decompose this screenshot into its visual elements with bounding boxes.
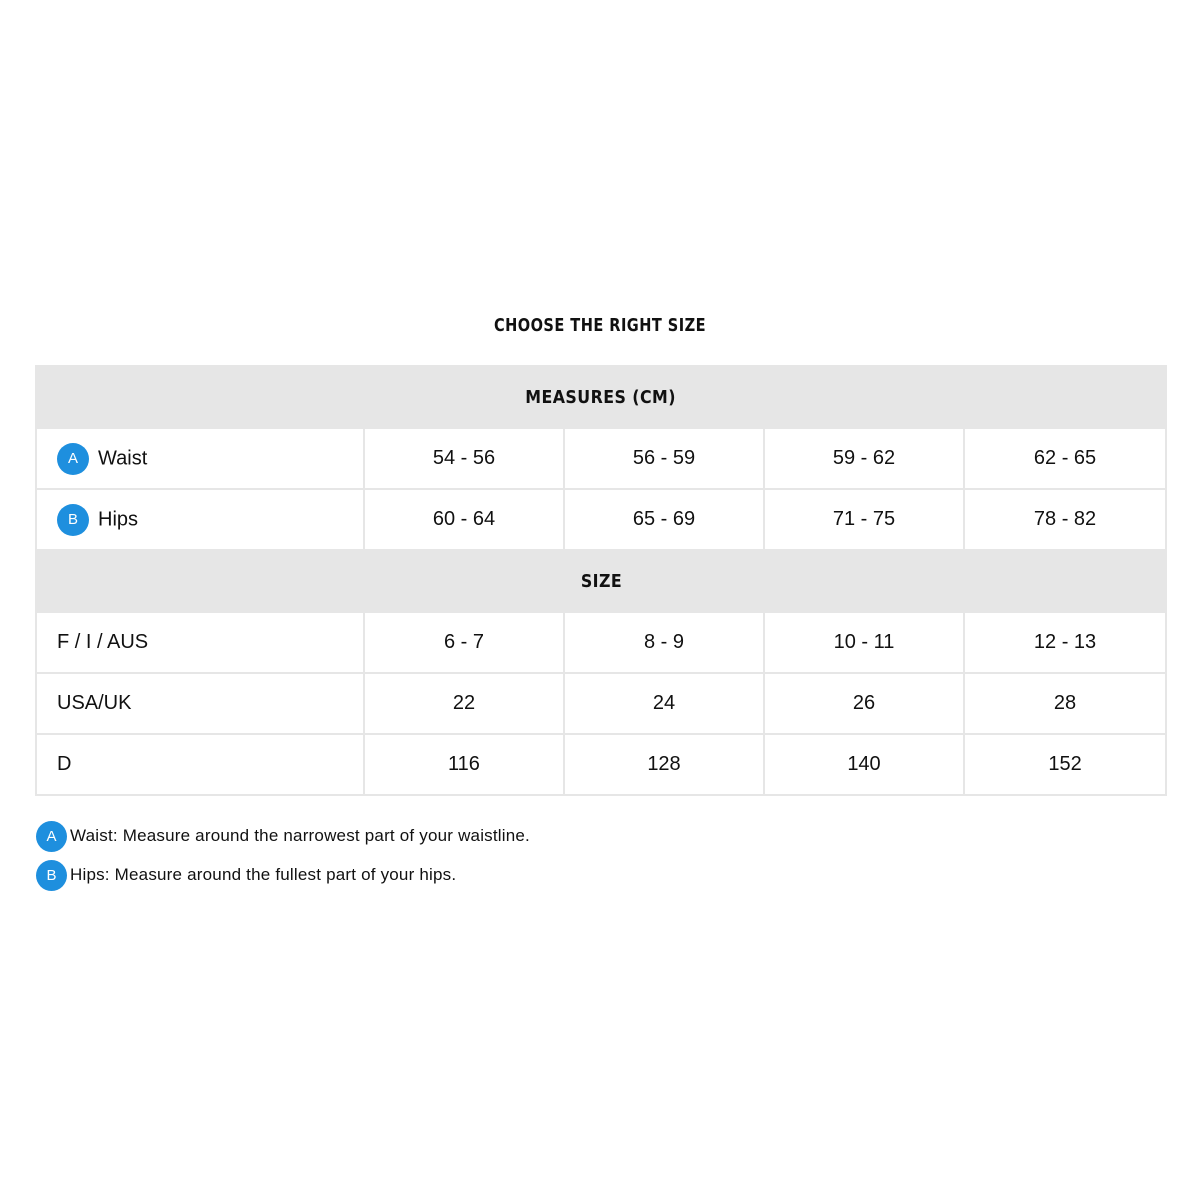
table-cell: 28 [964, 673, 1166, 734]
badge-b-icon: B [36, 860, 67, 891]
table-cell: 56 - 59 [564, 428, 764, 489]
row-label-text: Hips [98, 508, 139, 530]
row-label-f-i-aus: F / I / AUS [36, 612, 364, 673]
table-cell: 140 [764, 734, 964, 795]
table-cell: 12 - 13 [964, 612, 1166, 673]
badge-a-icon: A [36, 821, 67, 852]
measurement-notes [36, 820, 530, 898]
table-cell: 78 - 82 [964, 489, 1166, 550]
table-cell: 10 - 11 [764, 612, 964, 673]
table-row-hips [36, 489, 1166, 550]
note-hips [36, 859, 530, 891]
table-cell: 128 [564, 734, 764, 795]
table-row-waist [36, 428, 1166, 489]
table-cell: 60 - 64 [364, 489, 564, 550]
row-label-usa-uk: USA/UK [36, 673, 364, 734]
size-header-row [36, 550, 1166, 612]
badge-b-icon: B [57, 504, 89, 536]
table-cell: 6 - 7 [364, 612, 564, 673]
table-cell: 22 [364, 673, 564, 734]
row-label-d: D [36, 734, 364, 795]
measures-header-row [36, 366, 1166, 428]
table-row-f-i-aus [36, 612, 1166, 673]
table-cell: 65 - 69 [564, 489, 764, 550]
table-cell: 62 - 65 [964, 428, 1166, 489]
table-cell: 116 [364, 734, 564, 795]
note-text: Hips: Measure around the fullest part of your hips. [70, 865, 457, 884]
size-header: SIZE [36, 550, 1166, 612]
table-cell: 8 - 9 [564, 612, 764, 673]
table-cell: 152 [964, 734, 1166, 795]
badge-a-icon: A [57, 443, 89, 475]
row-label-text: Waist [98, 447, 148, 469]
page-title: CHOOSE THE RIGHT SIZE [493, 315, 707, 336]
note-text: Waist: Measure around the narrowest part of your waistline. [70, 826, 530, 845]
note-waist [36, 820, 530, 852]
table-row-d [36, 734, 1166, 795]
table-cell: 26 [764, 673, 964, 734]
table-row-usa-uk [36, 673, 1166, 734]
row-label-waist [36, 428, 364, 489]
table-cell: 59 - 62 [764, 428, 964, 489]
table-cell: 24 [564, 673, 764, 734]
table-cell: 54 - 56 [364, 428, 564, 489]
size-chart-table [35, 365, 1167, 796]
row-label-hips [36, 489, 364, 550]
measures-header: MEASURES (CM) [36, 366, 1166, 428]
table-cell: 71 - 75 [764, 489, 964, 550]
